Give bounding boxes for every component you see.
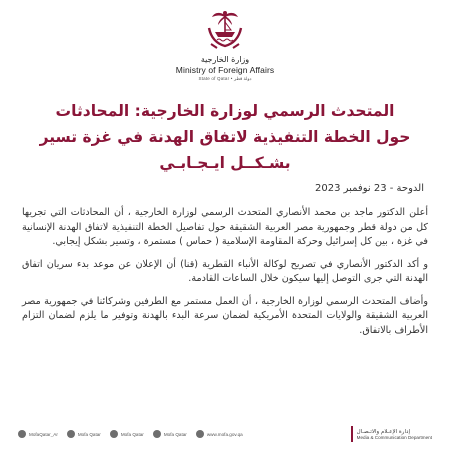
footer: [0, 418, 450, 450]
qatar-emblem-icon: [203, 8, 247, 54]
facebook-icon: [110, 430, 118, 438]
social-label: MofaQatar_Ar: [29, 431, 58, 437]
title-line-3: بشـكــل ايـجـابـي: [159, 154, 291, 172]
social-website[interactable]: [196, 430, 243, 438]
divider: [351, 426, 353, 442]
page-title: [20, 98, 430, 176]
title-line-1: المتحدث الرسمي لوزارة الخارجية: المحادثات: [55, 102, 395, 120]
globe-icon: [196, 430, 204, 438]
ministry-name-english: Ministry of Foreign Affairs: [175, 65, 275, 75]
instagram-icon: [67, 430, 75, 438]
social-instagram[interactable]: [67, 430, 101, 438]
department-name-english: Media & Communication Department: [356, 434, 432, 440]
header: [0, 0, 450, 96]
social-label: Mofa Qatar: [163, 431, 187, 437]
department-label: [351, 426, 432, 442]
paragraph-1: أعلن الدكتور ماجد بن محمد الأنصاري المتحدث الرسمي لوزارة الخارجية ، أن المحادثات التي تجريها كل من دولة قطر وجمهورية مصر العربية الشقيقة حول تفاصيل الخطة التنفيذية لاتفاق الهدنة الإنسانية في غزة ، بين كل إسرائيل وحركة المقاومة الإسلامية ( حماس ) مستمرة ، وتسير بشكل إيجابي.: [22, 207, 428, 247]
paragraph-3: وأضاف المتحدث الرسمي لوزارة الخارجية ، أن العمل مستمر مع الطرفين وشركائنا في جمهورية مصر العربية الشقيقة والولايات المتحدة الأمريكية لضمان سرعة البدء بالهدنة وتوفير ما يلزم لضمان التزام الأطراف بالاتفاق.: [22, 295, 428, 336]
ministry-name-arabic: وزارة الخارجية: [200, 55, 250, 64]
state-of-qatar-label: State of Qatar • دولة قطر: [198, 76, 252, 81]
youtube-icon: [153, 430, 161, 438]
social-label: www.mofa.gov.qa: [206, 431, 243, 437]
title-line-2: حول الخطة التنفيذية لاتفاق الهدنة في غزة تسير: [39, 128, 411, 146]
department-name-arabic: إدارة الإعـلام والاتـصـال: [356, 428, 410, 435]
social-links: [18, 430, 243, 438]
statement-body: [22, 206, 428, 346]
twitter-icon: [18, 430, 26, 438]
social-label: Mofa Qatar: [120, 431, 144, 437]
paragraph-2: و أكد الدكتور الأنصاري في تصريح لوكالة الأنباء القطرية (قنا) أن الإعلان عن موعد بدء سريان اتفاق الهدنة التي جرى التوصل إليها سيكون خلال الساعات القادمة.: [22, 258, 428, 284]
social-twitter[interactable]: [18, 430, 58, 438]
dateline: الدوحة - 23 نوفمبر 2023: [314, 183, 424, 194]
social-facebook[interactable]: [110, 430, 144, 438]
social-youtube[interactable]: [153, 430, 187, 438]
social-label: Mofa Qatar: [77, 431, 101, 437]
